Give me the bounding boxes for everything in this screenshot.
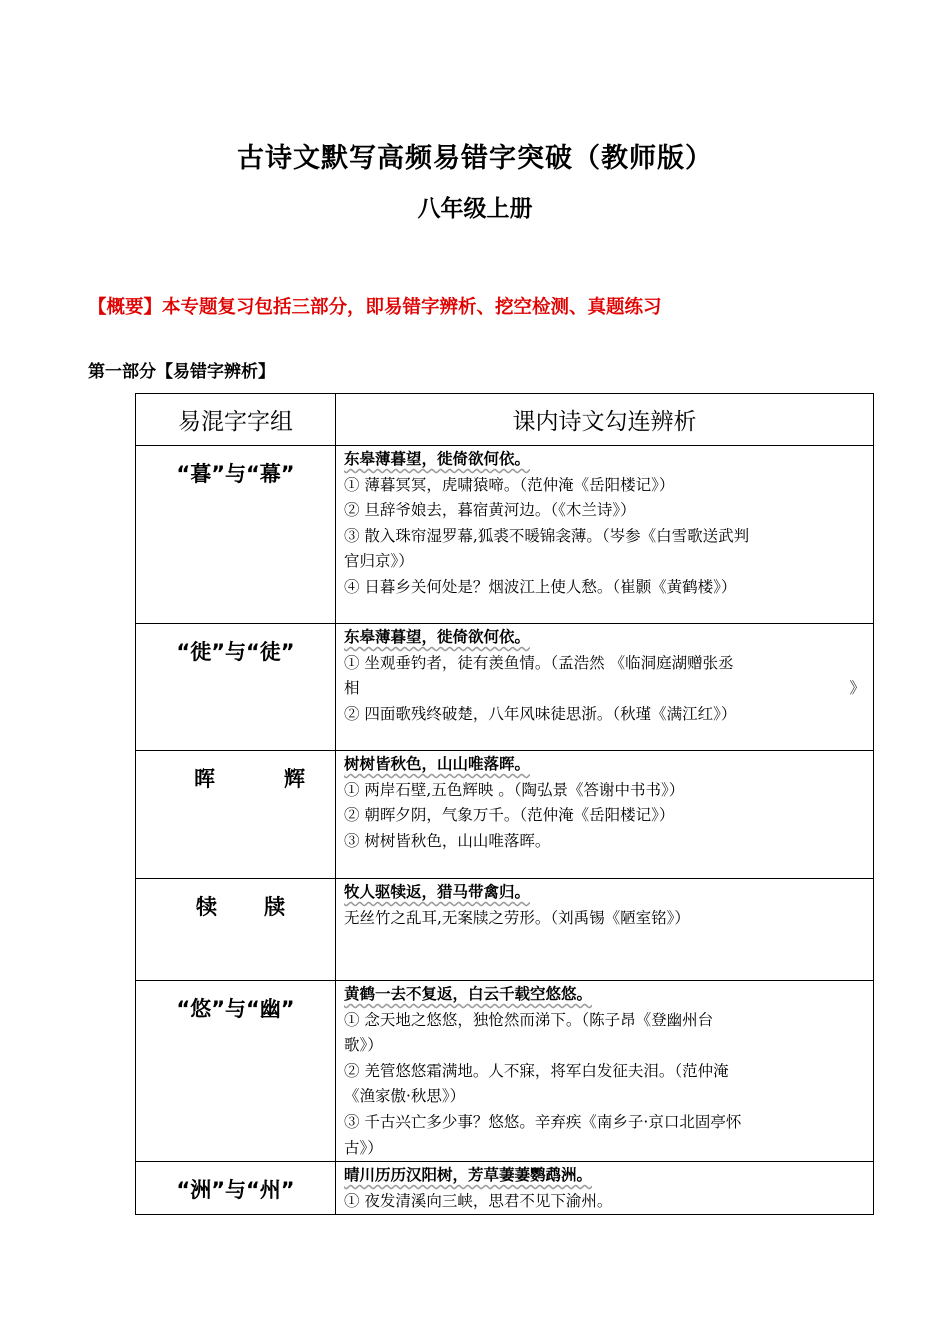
example-line: ② 四面歌残终破楚，八年风味徒思浙。（秋瑾《满江红》） [344,704,737,723]
char-b: 辉 [284,767,305,791]
table-row [136,751,874,879]
column-header: 易混字字组 [136,394,336,446]
example-line: ① 坐观垂钓者，徒有羡鱼情。（孟浩然 《临洞庭湖赠张丞 [344,653,734,672]
split-right: 》 [849,679,865,698]
example-line: ① 夜发清溪向三峡，思君不见下渝州。 [344,1191,613,1210]
lead-line: 黄鹤一去不复返，白云千载空悠悠。 [344,985,593,1003]
char-a: 犊 [196,895,217,919]
example-line: ② 羌管悠悠霜满地。人不寐，将军白发征夫泪。（范仲淹 [344,1061,729,1080]
table-row [136,624,874,751]
example-line: ① 两岸石壁,五色辉映 。（陶弘景《答谢中书书》） [344,780,685,799]
example-line: 《渔家傲·秋思》） [344,1087,466,1106]
example-line: ② 朝晖夕阴，气象万千。（范仲淹《岳阳楼记》） [344,806,675,825]
analysis-cell [336,1162,874,1215]
analysis-cell [336,624,874,751]
char-group [136,751,336,879]
example-line: ① 薄暮冥冥，虎啸猿啼。（范仲淹《岳阳楼记》） [344,475,675,494]
confusable-characters-table [135,393,874,1215]
example-line: 古》） [344,1138,383,1157]
char-group: “徙”与“徒” [136,624,336,751]
lead-line: 树树皆秋色，山山唯落晖。 [344,755,531,773]
example-line-split [344,676,865,702]
example-line: 官归京》） [344,552,414,571]
lead-line: 东皋薄暮望，徙倚欲何依。 [344,628,531,646]
table-row [136,879,874,981]
table-header-row [136,394,874,446]
analysis-cell [336,751,874,879]
column-header: 课内诗文勾连辨析 [336,394,874,446]
analysis-cell [336,879,874,981]
example-line: ③ 散入珠帘湿罗幕,狐裘不暖锦衾薄。（岑参《白雪歌送武判 [344,526,750,545]
example-line: ④ 日暮乡关何处是？烟波江上使人愁。（崔颢《黄鹤楼》） [344,577,737,596]
lead-line: 牧人驱犊返，猎马带禽归。 [344,883,531,901]
char-b: 牍 [264,895,285,919]
split-left: 相 [344,679,360,698]
analysis-cell [336,446,874,624]
example-line: 歌》） [344,1036,383,1055]
example-line: ② 旦辞爷娘去，暮宿黄河边。（《木兰诗》） [344,501,636,520]
document-title: 古诗文默写高频易错字突破（教师版） [237,143,713,174]
example-line: ③ 千古兴亡多少事？悠悠。辛弃疾《南乡子·京口北固亭怀 [344,1112,742,1131]
lead-line: 东皋薄暮望，徙倚欲何依。 [344,450,531,468]
char-group: “暮”与“幕” [136,446,336,624]
table-row [136,446,874,624]
char-group: “悠”与“幽” [136,981,336,1162]
char-a: 晖 [194,767,215,791]
document-subtitle: 八年级上册 [417,196,533,222]
section-title: 第一部分【易错字辨析】 [88,362,275,382]
example-line: ① 念天地之悠悠，独怆然而涕下。（陈子昂《登幽州台 [344,1010,714,1029]
summary-text: 【概要】本专题复习包括三部分，即易错字辨析、挖空检测、真题练习 [88,297,662,318]
char-group [136,879,336,981]
analysis-cell [336,981,874,1162]
example-line: ③ 树树皆秋色，山山唯落晖。 [344,831,551,850]
example-line: 无丝竹之乱耳,无案牍之劳形。（刘禹锡《陋室铭》） [344,908,690,927]
table-row [136,1162,874,1215]
table-row [136,981,874,1162]
char-group: “洲”与“州” [136,1162,336,1215]
lead-line: 晴川历历汉阳树，芳草萋萋鹦鹉洲。 [344,1166,593,1185]
